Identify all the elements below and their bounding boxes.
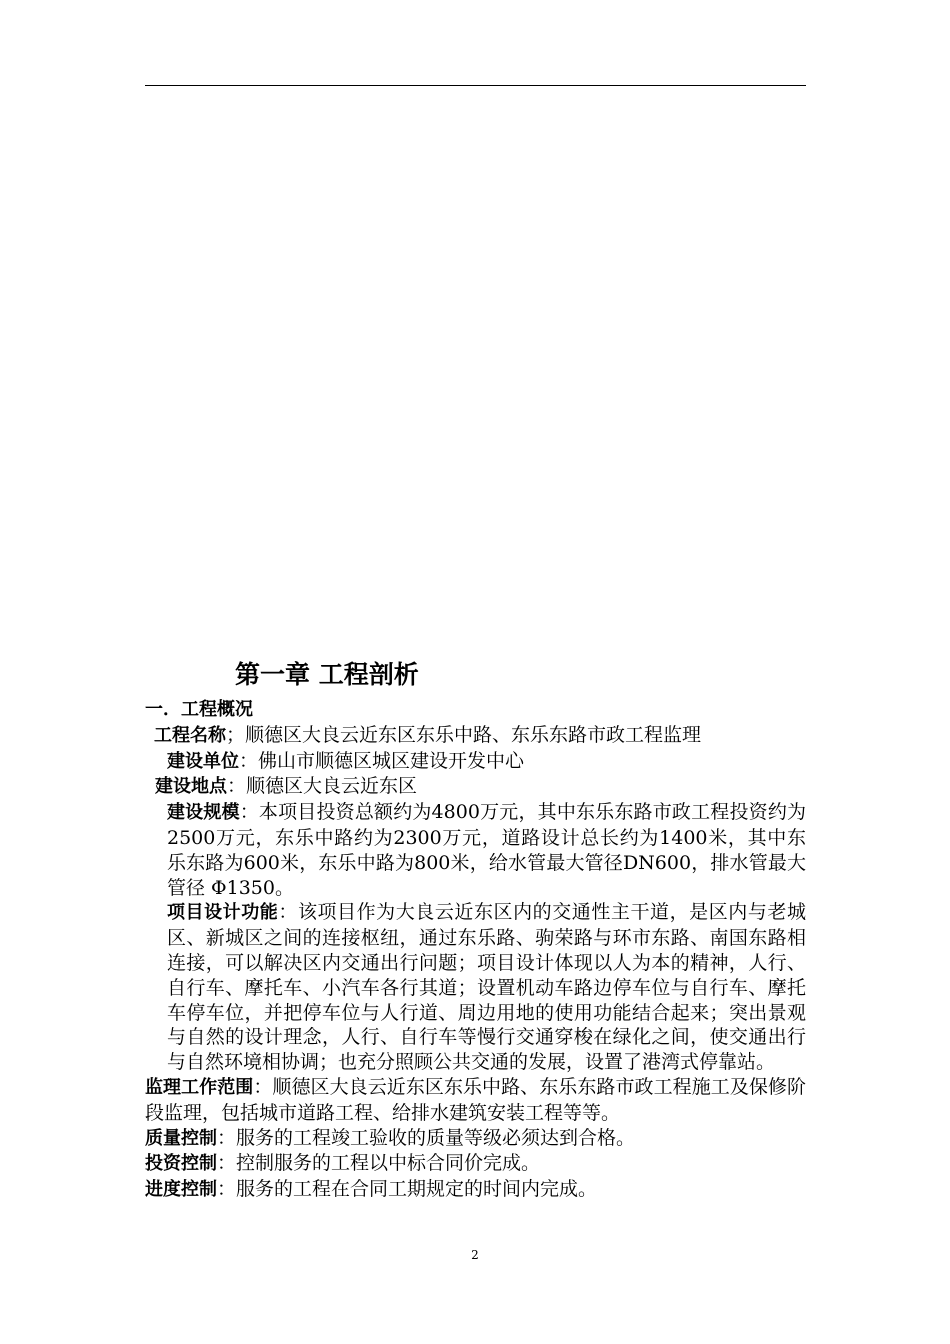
page-number: 2: [471, 1248, 479, 1262]
investment-paragraph: [145, 1151, 806, 1177]
project-name-label: 工程名称: [154, 724, 226, 746]
quality-paragraph: [145, 1126, 806, 1152]
scope-paragraph: [145, 1075, 806, 1126]
separator: ：: [239, 801, 259, 824]
design-function-paragraph: [145, 900, 806, 1075]
scale-paragraph: [145, 800, 806, 900]
scale-label: 建设规模: [167, 802, 240, 824]
separator: ：: [217, 1152, 237, 1175]
schedule-paragraph: [145, 1177, 806, 1203]
document-body: [145, 698, 806, 1203]
builder-paragraph: [145, 749, 806, 775]
project-name-value: 顺德区大良云近东区东乐中路、东乐东路市政工程监理: [245, 723, 702, 746]
location-value: 顺德区大良云近东区: [246, 775, 418, 798]
chapter-title: 第一章 工程剖析: [235, 660, 419, 689]
separator: ：: [239, 749, 259, 772]
location-paragraph: [145, 774, 806, 800]
header-rule: [145, 85, 806, 86]
separator: ：: [227, 775, 247, 798]
project-name-paragraph: [145, 723, 806, 749]
builder-value: 佛山市顺德区城区建设开发中心: [258, 749, 525, 772]
scope-value: 顺德区大良云近东区东乐中路、东乐东路市政工程施工及保修阶段监理，包括城市道路工程、给排水建筑安装工程等等。: [145, 1075, 806, 1124]
builder-label: 建设单位: [167, 750, 239, 772]
scale-value: 本项目投资总额约为4800万元，其中东乐东路市政工程投资约为2500万元，东乐中路约为2300万元，道路设计总长约为1400米，其中东乐东路为600米，东乐中路为800米，给水管最大管径DN600，排水管最大管径 Φ1350。: [167, 801, 806, 899]
separator: ：: [217, 1126, 237, 1149]
schedule-value: 服务的工程在合同工期规定的时间内完成。: [236, 1178, 598, 1201]
quality-label: 质量控制: [145, 1127, 217, 1149]
separator: ；: [226, 723, 246, 746]
separator: ：: [278, 901, 298, 924]
investment-value: 控制服务的工程以中标合同价完成。: [236, 1152, 541, 1175]
quality-value: 服务的工程竣工验收的质量等级必须达到合格。: [236, 1126, 636, 1149]
design-function-value: 该项目作为大良云近东区内的交通性主干道，是区内与老城区、新城区之间的连接枢纽，通过东乐路、驹荣路与环市东路、南国东路相连接，可以解决区内交通出行问题；项目设计体现以人为本的精神，人行、自行车、摩托车、小汽车各行其道；设置机动车路边停车位与自行车、摩托车停车位，并把停车位与人行道、周边用地的使用功能结合起来；突出景观与自然的设计理念，人行、自行车等慢行交通穿梭在绿化之间，使交通出行与自然环境相协调；也充分照顾公共交通的发展，设置了港湾式停靠站。: [167, 901, 806, 1074]
location-label: 建设地点: [155, 776, 227, 798]
investment-label: 投资控制: [145, 1153, 217, 1175]
schedule-label: 进度控制: [145, 1179, 217, 1201]
design-function-label: 项目设计功能: [167, 902, 279, 924]
section-heading: 一．工程概况: [145, 699, 253, 720]
separator: ：: [253, 1075, 273, 1098]
scope-label: 监理工作范围: [145, 1076, 254, 1098]
separator: ：: [217, 1178, 237, 1201]
